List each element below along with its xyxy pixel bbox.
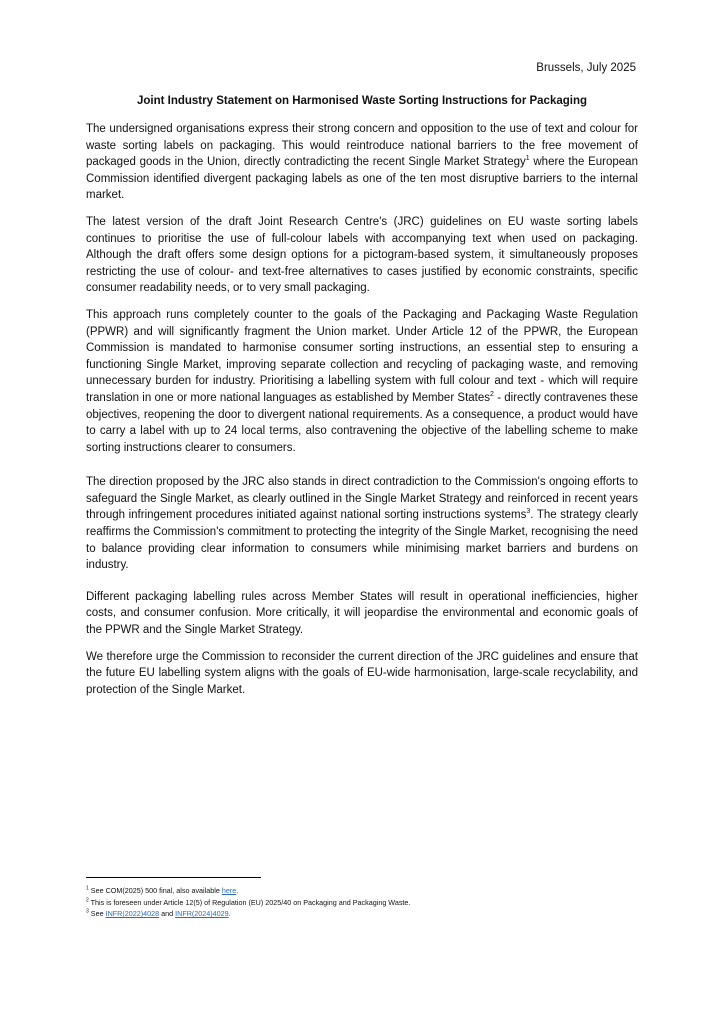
footnote-3: [86, 908, 638, 920]
footnotes: [86, 885, 638, 920]
footnote-1-number: 1: [86, 885, 89, 892]
paragraph-1-text-b: where the European Commission identified divergent packaging labels as one of the ten most disruptive barriers to the internal market.: [86, 156, 638, 202]
footnote-2: [86, 897, 638, 909]
paragraph-1-text-a: The undersigned organisations express their strong concern and opposition to the use of text and colour for waste sorting labels on packaging. This would reintroduce national barriers to the free movement of packaged goods in the Union, directly contradicting the recent Single Market Strategy: [86, 123, 638, 169]
footnote-ref-1: 1: [525, 155, 530, 163]
paragraph-4: [86, 474, 638, 574]
footnote-1: [86, 885, 638, 897]
footnote-ref-2: 2: [490, 391, 494, 399]
footnote-3-number: 3: [86, 908, 89, 915]
footnote-ref-3: 3: [526, 508, 531, 516]
paragraph-3: [86, 307, 638, 456]
footnote-2-number: 2: [86, 897, 89, 904]
footnote-3-link-infr-2024[interactable]: INFR(2024)4029: [175, 909, 229, 918]
footnote-2-text: This is foreseen under Article 12(5) of Regulation (EU) 2025/40 on Packaging and Packaging Waste.: [88, 897, 411, 907]
footnote-1-text: See COM(2025) 500 final, also available: [88, 886, 222, 895]
paragraph-4-text-b: . The strategy clearly reaffirms the Commission's commitment to protecting the integrity of the Single Market, recognising the need to balance providing clear information to consumers while minimising market barriers and burdens on industry.: [86, 509, 638, 572]
document-body: [86, 121, 638, 698]
paragraph-6: We therefore urge the Commission to reconsider the current direction of the JRC guidelines and ensure that the future EU labelling system aligns with the goals of EU-wide harmonisation, large-scale recyclability, and protection of the Single Market.: [86, 650, 638, 696]
document-title: Joint Industry Statement on Harmonised Waste Sorting Instructions for Packaging: [136, 95, 588, 107]
paragraph-4-text-a: The direction proposed by the JRC also stands in direct contradiction to the Commission's ongoing efforts to safeguard the Single Market, as clearly outlined in the Single Market Strategy and reinforced in recent years through infringement procedures initiated against national sorting instructions systems: [86, 476, 638, 522]
paragraph-5: Different packaging labelling rules across Member States will result in operational inefficiencies, higher costs, and consumer confusion. More critically, it will jeopardise the environmental and economic goals of the PPWR and the Single Market Strategy.: [86, 590, 638, 637]
paragraph-3-text-a: This approach runs completely counter to the goals of the Packaging and Packaging Waste Regulation (PPWR) and will significantly fragment the Union market. Under Article 12 of the PPWR, the European Commission is mandated to harmonise consumer sorting instructions, an essential step to ensuring a functioning Single Market, improving separate collection and recycling of packaging waste, and removing unnecessary burden for industry. Prioritising a labelling system with full colour and text - which will require translation in one or more national languages as established by Member States: [86, 308, 638, 404]
footnote-3-link-infr-2022[interactable]: INFR(2022)4028: [105, 909, 160, 918]
paragraph-3-text-b: - directly contravenes these objectives, reopening the door to divergent national requirements. As a consequence, a product would have to carry a label with up to 24 local terms, also contravening the objective of the labelling scheme to make sorting instructions clearer to consumers.: [86, 391, 638, 454]
document-date: Brussels, July 2025: [536, 62, 636, 74]
paragraph-2: The latest version of the draft Joint Research Centre's (JRC) guidelines on EU waste sorting labels continues to prioritise the use of full-colour labels with accompanying text when used on packaging. Although the draft offers some design options for a pictogram-based system, it simultaneously proposes restricting the use of colour- and text-free alternatives to cases justified by economic constraints, specific consumer readability needs, or to very small packaging.: [86, 215, 638, 295]
footnote-separator: [86, 877, 261, 878]
footnote-1-link-here[interactable]: here: [221, 886, 237, 895]
footnote-3-end: .: [228, 909, 231, 918]
footnote-1-end: .: [236, 886, 239, 895]
footnote-3-mid: and: [159, 909, 176, 918]
footnote-3-text: See: [88, 909, 106, 918]
paragraph-1: [86, 121, 638, 204]
